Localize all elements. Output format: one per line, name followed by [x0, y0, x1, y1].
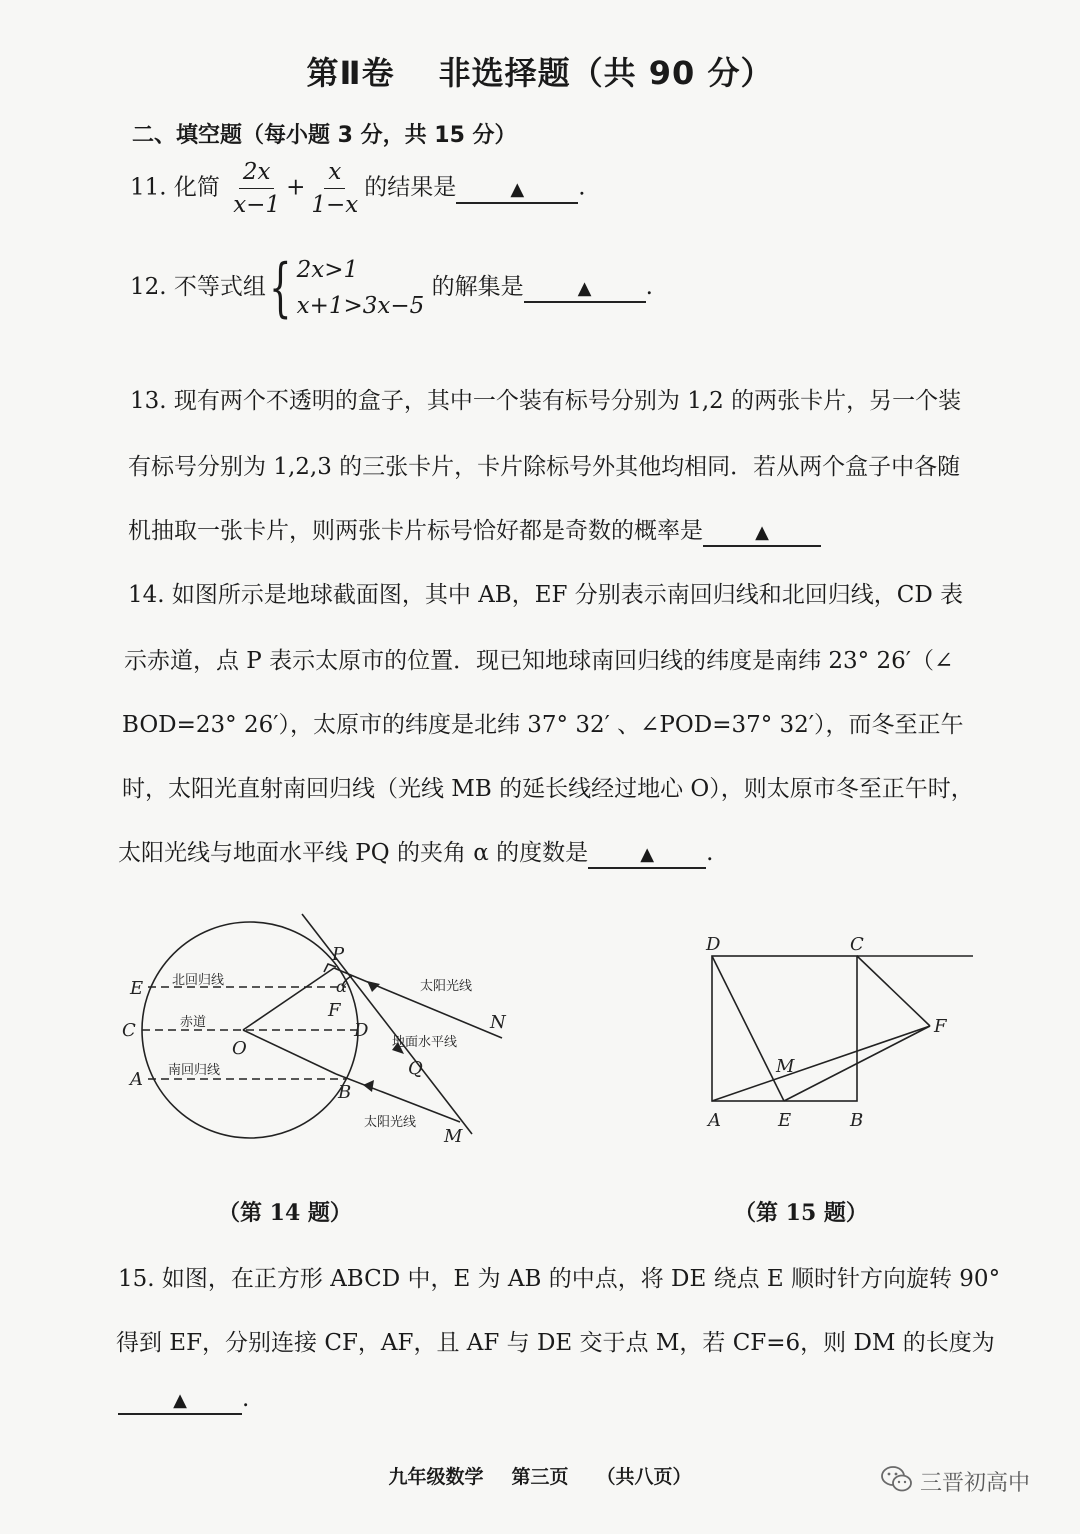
- volume-label: 第Ⅱ卷: [306, 54, 395, 92]
- q11-frac1-denominator: x−1: [233, 192, 281, 218]
- figure-15-caption: （第 15 题）: [734, 1200, 868, 1226]
- q11-frac2-numerator: x: [324, 158, 345, 189]
- label-p: P: [332, 944, 345, 965]
- q11-end: .: [578, 174, 586, 201]
- q14-line-2: 示赤道，点 P 表示太原市的位置．现已知地球南回归线的纬度是南纬 23° 26′（∠: [124, 648, 954, 674]
- q13-line-3-text: 机抽取一张卡片，则两张卡片标号恰好都是奇数的概率是: [128, 518, 703, 544]
- q11-fraction-2: [307, 158, 362, 219]
- square-abcd: [712, 956, 857, 1101]
- q13-answer-blank[interactable]: [703, 519, 821, 547]
- q15-line-3: [118, 1386, 249, 1415]
- q12-end: .: [645, 274, 653, 300]
- text-sunlight-bottom: 太阳光线: [364, 1115, 417, 1130]
- label-c: C: [850, 934, 864, 955]
- figure-14-caption: （第 14 题）: [218, 1200, 352, 1226]
- label-e: E: [778, 1110, 792, 1131]
- watermark: 三晋初高中: [920, 1471, 1031, 1496]
- volume-name: 非选择题（共 90 分）: [438, 54, 774, 92]
- answer-mark-icon: ▲: [755, 522, 769, 543]
- radius-op: [243, 968, 334, 1030]
- page-title: [0, 48, 1080, 94]
- answer-mark-icon: ▲: [173, 1390, 187, 1411]
- q12-suffix: 的解集是: [431, 274, 524, 300]
- label-f: F: [328, 1000, 341, 1021]
- q12-number: 12.: [130, 274, 167, 300]
- arrow-head-icon: [363, 1080, 374, 1092]
- question-12: [130, 252, 653, 324]
- horizon-line-pq: [302, 914, 472, 1134]
- figure-14: [110, 912, 530, 1152]
- footer-subject: 九年级数学: [388, 1466, 484, 1488]
- segment-af: [712, 1026, 930, 1101]
- answer-mark-icon: ▲: [577, 278, 592, 299]
- label-b: B: [338, 1082, 352, 1103]
- label-m: M: [444, 1126, 463, 1147]
- wechat-icon: [880, 1464, 914, 1494]
- segment-cf: [857, 956, 930, 1026]
- q14-line-3: BOD=23° 26′），太原市的纬度是北纬 37° 32′ 、∠POD=37° 32′），而冬至正午: [122, 712, 964, 738]
- label-e: E: [130, 978, 144, 999]
- label-d: D: [706, 934, 721, 955]
- q15-end: .: [242, 1386, 250, 1412]
- q11-frac2-denominator: 1−x: [311, 192, 359, 218]
- q14-end: .: [706, 840, 714, 866]
- text-equator: 赤道: [180, 1015, 207, 1030]
- page-footer: [0, 1462, 1080, 1489]
- label-f: F: [934, 1016, 947, 1037]
- q11-plus: +: [286, 174, 306, 201]
- q12-inequality-system: [297, 252, 425, 324]
- label-a: A: [708, 1110, 721, 1131]
- q11-frac1-numerator: 2x: [239, 158, 275, 189]
- label-alpha: α: [336, 977, 347, 996]
- label-o: O: [232, 1038, 247, 1059]
- q12-inequality-2: x+1>3x−5: [296, 293, 425, 319]
- label-a: A: [130, 1069, 143, 1090]
- label-n: N: [490, 1012, 506, 1033]
- answer-mark-icon: ▲: [640, 844, 655, 865]
- figure-15: [690, 930, 990, 1140]
- q13-line-3: [128, 512, 821, 547]
- q14-line-4: 时，太阳光直射南回归线（光线 MB 的延长线经过地心 O），则太原市冬至正午时，: [122, 776, 974, 802]
- label-c: C: [122, 1020, 136, 1041]
- label-b: B: [850, 1110, 864, 1131]
- radius-ob: [243, 1030, 336, 1074]
- q11-prefix: 化简: [173, 174, 220, 201]
- q13-line-1: 13. 现有两个不透明的盒子，其中一个装有标号分别为 1,2 的两张卡片，另一个装: [130, 388, 962, 414]
- q11-suffix: 的结果是: [364, 174, 457, 201]
- q12-answer-blank[interactable]: [524, 275, 646, 303]
- q15-answer-blank[interactable]: [118, 1387, 242, 1415]
- q12-prefix: 不等式组: [173, 274, 266, 300]
- footer-total: （共八页）: [596, 1466, 692, 1488]
- text-tropic-south: 南回归线: [168, 1063, 221, 1078]
- answer-mark-icon: ▲: [510, 178, 525, 200]
- q14-answer-blank[interactable]: [588, 841, 706, 869]
- label-d: D: [354, 1020, 369, 1041]
- q14-line-1: 14. 如图所示是地球截面图，其中 AB，EF 分别表示南回归线和北回归线，CD 表: [128, 582, 964, 608]
- q11-answer-blank[interactable]: [456, 176, 578, 204]
- q11-number: 11.: [130, 174, 167, 201]
- q15-line-1: 15. 如图，在正方形 ABCD 中，E 为 AB 的中点，将 DE 绕点 E 顺时针方向旋转 90°: [118, 1266, 1001, 1292]
- footer-page: 第三页: [511, 1466, 569, 1488]
- text-tropic-north: 北回归线: [172, 973, 225, 988]
- left-brace-icon: {: [269, 251, 292, 325]
- label-m: M: [776, 1056, 795, 1077]
- q14-line-5: [118, 834, 713, 869]
- label-q: Q: [408, 1058, 423, 1079]
- q11-fraction-1: [229, 158, 284, 219]
- text-horizon: 地面水平线: [392, 1035, 458, 1050]
- q15-line-2: 得到 EF，分别连接 CF，AF，且 AF 与 DE 交于点 M，若 CF=6，则 DM 的长度为: [116, 1330, 995, 1356]
- q13-line-2: 有标号分别为 1,2,3 的三张卡片，卡片除标号外其他均相同．若从两个盒子中各随: [128, 454, 961, 480]
- section-heading: 二、填空题（每小题 3 分，共 15 分）: [132, 123, 517, 148]
- question-11: [130, 158, 586, 219]
- q12-inequality-1: 2x>1: [296, 257, 359, 283]
- text-sunlight-top: 太阳光线: [420, 979, 473, 994]
- q14-line-5-text: 太阳光线与地面水平线 PQ 的夹角 α 的度数是: [118, 840, 589, 866]
